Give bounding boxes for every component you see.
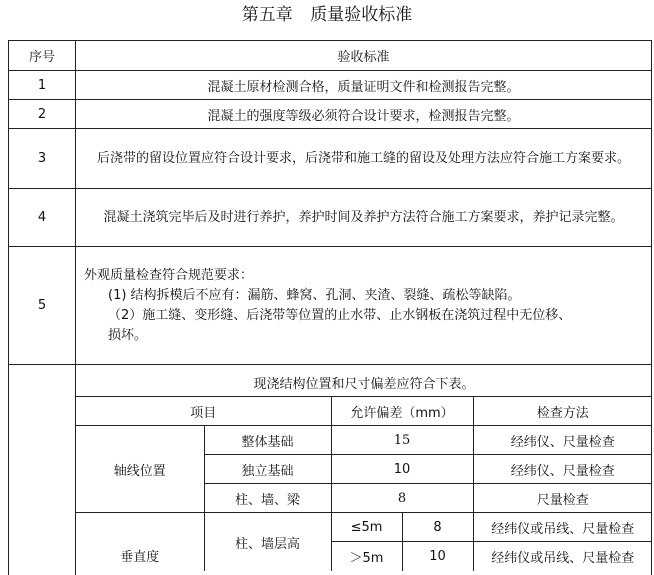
vertical-label: 垂直度 [76, 513, 204, 571]
vertical-cond: ＞5m [331, 542, 402, 571]
table-row [76, 513, 652, 542]
row-standard-text: 混凝土浇筑完毕后及时进行养护，养护时间及养护方法符合施工方案要求，养护记录完整。 [76, 189, 652, 247]
table-row [9, 247, 652, 365]
row-number [9, 365, 76, 575]
axis-label: 轴线位置 [76, 426, 204, 513]
appearance-item-1: (1) 结构拆模后不应有：漏筋、蜂窝、孔洞、夹渣、裂缝、疏松等缺陷。 [108, 287, 521, 303]
header-row [9, 41, 652, 71]
axis-method: 尺量检查 [473, 484, 652, 513]
header-allow: 允许偏差（mm） [331, 397, 473, 426]
row-standard-text: 混凝土的强度等级必须符合设计要求，检测报告完整。 [76, 100, 652, 129]
appearance-item-2: （2）施工缝、变形缝、后浇带等位置的止水带、止水钢板在浇筑过程中无位移、 [108, 307, 572, 323]
vertical-value: 8 [402, 513, 473, 542]
table-row [9, 129, 652, 189]
row-standard-text: 后浇带的留设位置应符合设计要求，后浇带和施工缝的留设及处理方法应符合施工方案要求。 [76, 129, 652, 189]
chapter-name: 质量验收标准 [310, 5, 413, 25]
appearance-intro: 外观质量检查符合规范要求： [84, 267, 254, 283]
vertical-method: 经纬仪或吊线、尺量检查 [473, 513, 652, 542]
axis-sub: 柱、墙、梁 [204, 484, 331, 513]
row-standard-text: 混凝土原材检测合格，质量证明文件和检测报告完整。 [76, 71, 652, 100]
row-number: 5 [9, 247, 76, 365]
axis-sub: 独立基础 [204, 455, 331, 484]
header-item: 项目 [76, 397, 331, 426]
tolerance-caption: 现浇结构位置和尺寸偏差应符合下表。 [76, 369, 652, 397]
table-row [76, 426, 652, 455]
row-number: 2 [9, 100, 76, 129]
row-number: 4 [9, 189, 76, 247]
vertical-cond: ≤5m [331, 513, 402, 542]
header-method: 检查方法 [473, 397, 652, 426]
chapter-number: 第五章 [241, 5, 293, 25]
row-number: 3 [9, 129, 76, 189]
row-standard-text [76, 247, 652, 365]
header-standard: 验收标准 [76, 41, 652, 71]
axis-sub: 整体基础 [204, 426, 331, 455]
vertical-sub: 柱、墙层高 [204, 513, 331, 571]
page-title [0, 0, 654, 34]
table-row [9, 100, 652, 129]
tolerance-table [76, 369, 652, 571]
tolerance-cell [76, 365, 652, 575]
table-row [9, 189, 652, 247]
axis-value: 10 [331, 455, 473, 484]
table-row [9, 365, 652, 575]
axis-value: 8 [331, 484, 473, 513]
header-seq: 序号 [9, 41, 76, 71]
vertical-value: 10 [402, 542, 473, 571]
acceptance-standard-table [8, 40, 652, 575]
tolerance-header-row [76, 397, 652, 426]
table-row [9, 71, 652, 100]
axis-method: 经纬仪、尺量检查 [473, 426, 652, 455]
appearance-item-2-cont: 损坏。 [108, 327, 148, 343]
axis-method: 经纬仪、尺量检查 [473, 455, 652, 484]
vertical-method: 经纬仪或吊线、尺量检查 [473, 542, 652, 571]
axis-value: 15 [331, 426, 473, 455]
row-number: 1 [9, 71, 76, 100]
